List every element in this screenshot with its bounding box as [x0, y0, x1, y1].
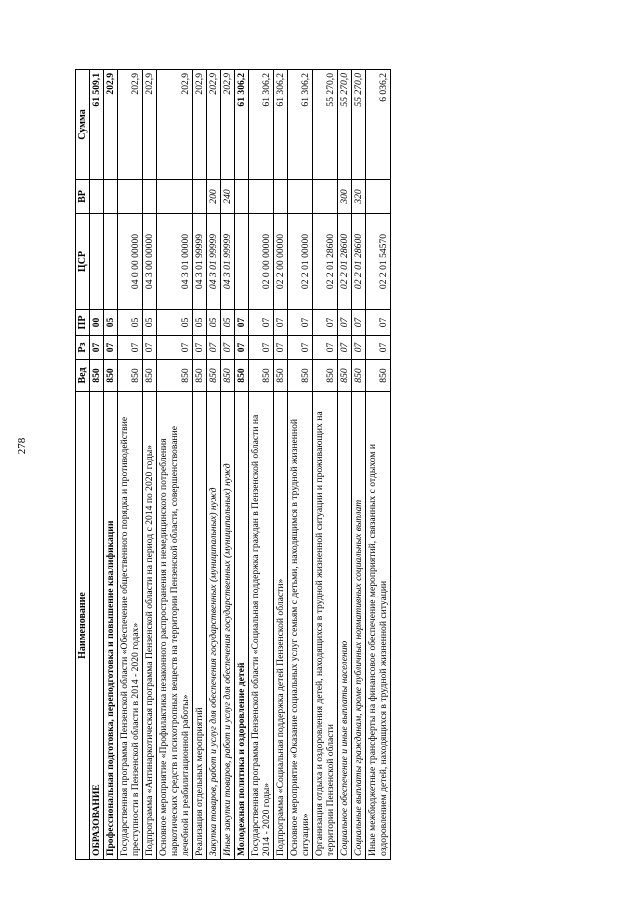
cell-vr: 240 [221, 180, 235, 214]
cell-name: Организация отдыха и оздоровления детей, находящихся в трудной жизненной ситуации и проживающих на территории Пензенской области [313, 392, 338, 860]
cell-sum: 202,9 [118, 70, 143, 180]
cell-name: Молодежная политика и оздоровление детей [235, 392, 249, 860]
cell-name: Иные закупки товаров, работ и услуг для обеспечения государственных (муниципальных) нужд [221, 392, 235, 860]
cell-rz: 07 [143, 336, 157, 360]
header-pr: ПР [76, 310, 90, 336]
header-csr: ЦСР [76, 214, 90, 310]
cell-vr [193, 180, 207, 214]
cell-csr: 04 3 00 00000 [143, 214, 157, 310]
cell-sum: 202,9 [207, 70, 221, 180]
cell-ved: 850 [338, 360, 352, 392]
cell-pr: 07 [235, 310, 249, 336]
cell-ved: 850 [235, 360, 249, 392]
cell-ved: 850 [118, 360, 143, 392]
cell-ved: 850 [288, 360, 313, 392]
cell-sum: 202,9 [157, 70, 193, 180]
cell-pr: 07 [366, 310, 391, 336]
cell-vr: 320 [352, 180, 366, 214]
cell-csr: 04 3 01 99999 [193, 214, 207, 310]
header-ved: Вед [76, 360, 90, 392]
cell-pr: 00 [90, 310, 104, 336]
table-row [274, 70, 288, 860]
table-body [90, 70, 391, 860]
cell-rz: 07 [235, 336, 249, 360]
cell-rz: 07 [313, 336, 338, 360]
cell-vr [235, 180, 249, 214]
table-row [207, 70, 221, 860]
cell-rz: 07 [288, 336, 313, 360]
table-row [338, 70, 352, 860]
cell-pr: 05 [221, 310, 235, 336]
cell-ved: 850 [274, 360, 288, 392]
cell-name: Профессиональная подготовка, переподготовка и повышение квалификации [104, 392, 118, 860]
page-number: 278 [16, 437, 28, 455]
cell-pr: 07 [313, 310, 338, 336]
cell-name: Подпрограмма «Социальная поддержка детей Пензенской области» [274, 392, 288, 860]
cell-vr [249, 180, 274, 214]
header-vr: ВР [76, 180, 90, 214]
cell-name: Государственная программа Пензенской области «Социальная поддержка граждан в Пензенской области на 2014 - 2020 годы» [249, 392, 274, 860]
cell-vr [313, 180, 338, 214]
table-row [221, 70, 235, 860]
cell-vr: 300 [338, 180, 352, 214]
header-sum: Сумма [76, 70, 90, 180]
table-row [288, 70, 313, 860]
header-rz: Рз [76, 336, 90, 360]
cell-vr [288, 180, 313, 214]
cell-name: Закупка товаров, работ и услуг для обеспечения государственных (муниципальных) нужд [207, 392, 221, 860]
cell-vr [366, 180, 391, 214]
cell-vr [90, 180, 104, 214]
cell-pr: 05 [157, 310, 193, 336]
cell-ved: 850 [366, 360, 391, 392]
cell-csr: 02 2 01 00000 [288, 214, 313, 310]
cell-name: Основное мероприятие «Оказание социальных услуг семьям с детьми, находящимся в трудной жизненной ситуации» [288, 392, 313, 860]
cell-rz: 07 [274, 336, 288, 360]
cell-pr: 05 [193, 310, 207, 336]
cell-sum: 202,9 [143, 70, 157, 180]
cell-ved: 850 [313, 360, 338, 392]
cell-csr: 04 0 00 00000 [118, 214, 143, 310]
cell-pr: 07 [249, 310, 274, 336]
cell-name: ОБРАЗОВАНИЕ [90, 392, 104, 860]
table-row [249, 70, 274, 860]
cell-pr: 05 [207, 310, 221, 336]
cell-ved: 850 [207, 360, 221, 392]
cell-name: Реализация отдельных мероприятий [193, 392, 207, 860]
cell-sum: 61 306,2 [235, 70, 249, 180]
cell-rz: 07 [338, 336, 352, 360]
cell-rz: 07 [221, 336, 235, 360]
cell-vr: 200 [207, 180, 221, 214]
cell-ved: 850 [249, 360, 274, 392]
table-row [157, 70, 193, 860]
cell-csr: 04 3 01 99999 [221, 214, 235, 310]
cell-name: Подпрограмма «Антинаркотическая программа Пензенской области на период с 2014 по 2020 годы» [143, 392, 157, 860]
cell-csr [104, 214, 118, 310]
cell-sum: 55 270,0 [338, 70, 352, 180]
cell-ved: 850 [221, 360, 235, 392]
cell-ved: 850 [104, 360, 118, 392]
cell-sum: 6 036,2 [366, 70, 391, 180]
cell-rz: 07 [366, 336, 391, 360]
cell-pr: 05 [104, 310, 118, 336]
cell-name: Иные межбюджетные трансферты на финансовое обеспечение мероприятий, связанных с отдыхом и оздоровлением детей, находящихся в трудной жизненной ситуации [366, 392, 391, 860]
cell-rz: 07 [157, 336, 193, 360]
cell-rz: 07 [207, 336, 221, 360]
cell-rz: 07 [249, 336, 274, 360]
cell-rz: 07 [118, 336, 143, 360]
cell-sum: 202,9 [193, 70, 207, 180]
cell-name: Социальные выплаты гражданам, кроме публичных нормативных социальных выплат [352, 392, 366, 860]
table-header-row [76, 70, 90, 860]
budget-table [75, 69, 391, 860]
cell-sum: 55 270,0 [352, 70, 366, 180]
table-row [90, 70, 104, 860]
cell-ved: 850 [352, 360, 366, 392]
table-row [235, 70, 249, 860]
cell-csr: 02 2 01 28600 [313, 214, 338, 310]
cell-ved: 850 [157, 360, 193, 392]
table-row [193, 70, 207, 860]
table-row [313, 70, 338, 860]
cell-sum: 61 306,2 [274, 70, 288, 180]
cell-pr: 07 [352, 310, 366, 336]
cell-name: Основное мероприятие «Профилактика незаконного распространения и немедицинского потребления наркотических средств и психотропных веществ на территории Пензенской области, совершенствование лечебной и реабилитационной работы» [157, 392, 193, 860]
cell-vr [118, 180, 143, 214]
cell-csr: 02 2 01 28600 [352, 214, 366, 310]
table-row [118, 70, 143, 860]
cell-vr [274, 180, 288, 214]
cell-sum: 61 306,2 [288, 70, 313, 180]
cell-csr: 04 3 01 00000 [157, 214, 193, 310]
cell-pr: 05 [143, 310, 157, 336]
cell-pr: 07 [338, 310, 352, 336]
table-row [104, 70, 118, 860]
table-row [366, 70, 391, 860]
cell-csr: 02 2 01 54570 [366, 214, 391, 310]
cell-csr: 02 2 00 00000 [274, 214, 288, 310]
cell-sum: 61 306,2 [249, 70, 274, 180]
cell-ved: 850 [193, 360, 207, 392]
cell-sum: 202,9 [104, 70, 118, 180]
cell-csr [90, 214, 104, 310]
cell-name: Государственная программа Пензенской области «Обеспечение общественного порядка и противодействие преступности в Пензенской области в 2014 - 2020 годах» [118, 392, 143, 860]
rotated-page-content [75, 70, 555, 860]
table-row [352, 70, 366, 860]
cell-sum: 55 270,0 [313, 70, 338, 180]
cell-name: Социальное обеспечение и иные выплаты населению [338, 392, 352, 860]
cell-vr [157, 180, 193, 214]
cell-vr [104, 180, 118, 214]
header-name: Наименование [76, 392, 90, 860]
cell-vr [143, 180, 157, 214]
cell-pr: 07 [274, 310, 288, 336]
cell-ved: 850 [143, 360, 157, 392]
cell-pr: 05 [118, 310, 143, 336]
table-row [143, 70, 157, 860]
cell-rz: 07 [90, 336, 104, 360]
cell-csr [235, 214, 249, 310]
cell-rz: 07 [104, 336, 118, 360]
cell-csr: 02 2 01 28600 [338, 214, 352, 310]
cell-rz: 07 [193, 336, 207, 360]
cell-csr: 04 3 01 99999 [207, 214, 221, 310]
cell-csr: 02 0 00 00000 [249, 214, 274, 310]
cell-sum: 202,9 [221, 70, 235, 180]
cell-sum: 61 509,1 [90, 70, 104, 180]
cell-ved: 850 [90, 360, 104, 392]
cell-pr: 07 [288, 310, 313, 336]
cell-rz: 07 [352, 336, 366, 360]
